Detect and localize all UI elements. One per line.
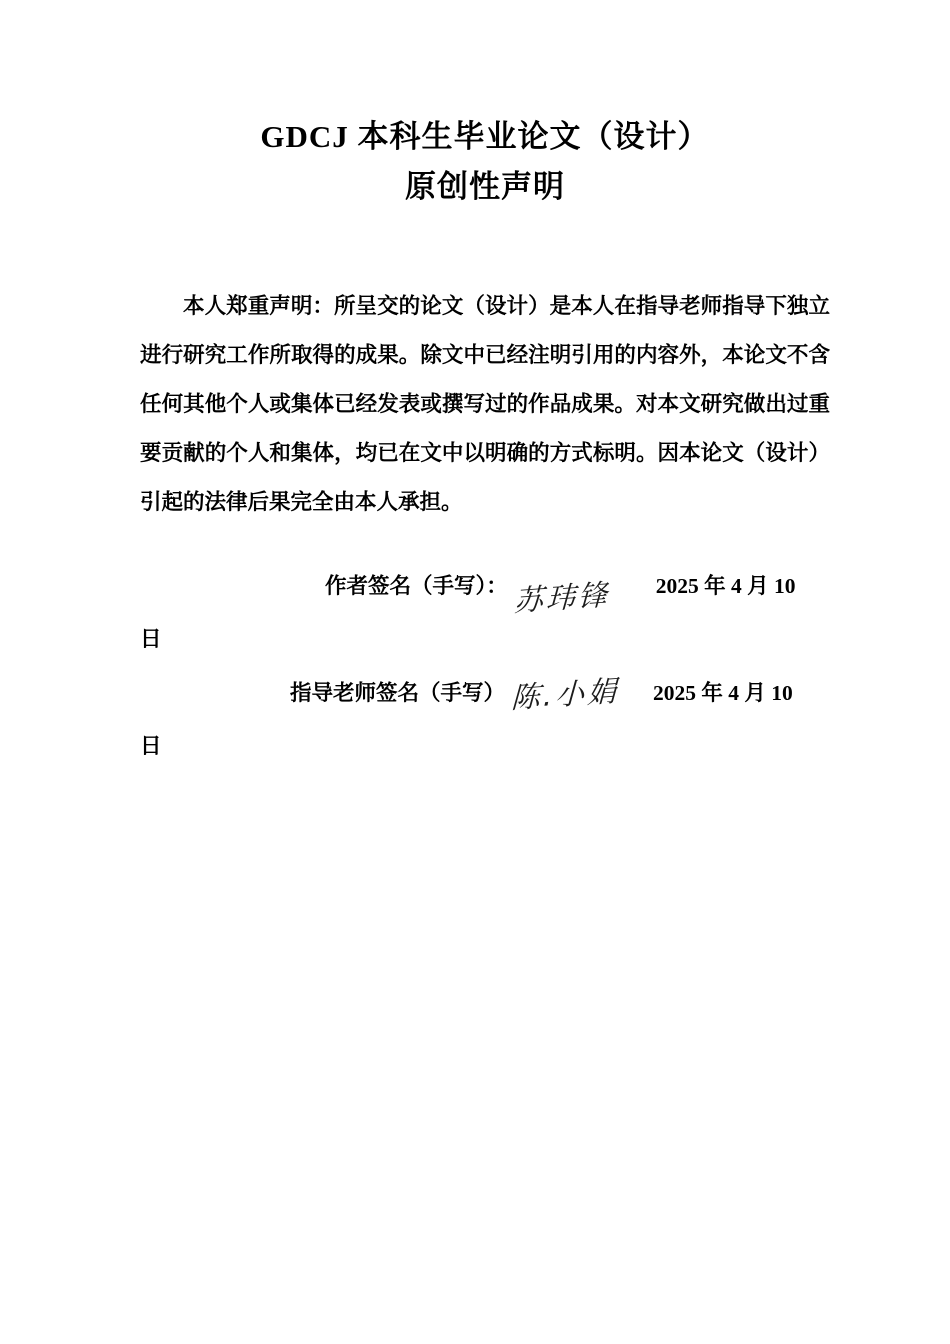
author-signature-block <box>140 559 830 664</box>
author-signature-line <box>140 559 830 619</box>
declaration-paragraph: 本人郑重声明：所呈交的论文（设计）是本人在指导老师指导下独立进行研究工作所取得的成果。除文中已经注明引用的内容外，本论文不含任何其他个人或集体已经发表或撰写过的作品成果。对本文研究做出过重要贡献的个人和集体，均已在文中以明确的方式标明。因本论文（设计）引起的法律后果完全由本人承担。 <box>140 294 830 515</box>
advisor-signature-block <box>140 666 830 771</box>
document-title <box>140 112 830 212</box>
author-date-wrap-character: 日 <box>140 627 162 652</box>
advisor-date-wrap-character: 日 <box>140 734 162 759</box>
author-signature-date: 2025 年 4 月 10 <box>655 574 796 599</box>
author-signature-label: 作者签名（手写）： <box>325 574 508 599</box>
advisor-signature-line <box>140 666 830 718</box>
advisor-handwritten-signature: 陈.小娟 <box>510 673 620 716</box>
title-line-1: GDCJ 本科生毕业论文（设计） <box>260 119 710 154</box>
advisor-signature-date: 2025 年 4 月 10 <box>653 681 793 706</box>
title-line-2: 原创性声明 <box>405 169 565 205</box>
author-handwritten-signature: 苏玮锋 <box>513 577 611 619</box>
advisor-signature-label: 指导老师签名（手写） <box>290 681 506 706</box>
